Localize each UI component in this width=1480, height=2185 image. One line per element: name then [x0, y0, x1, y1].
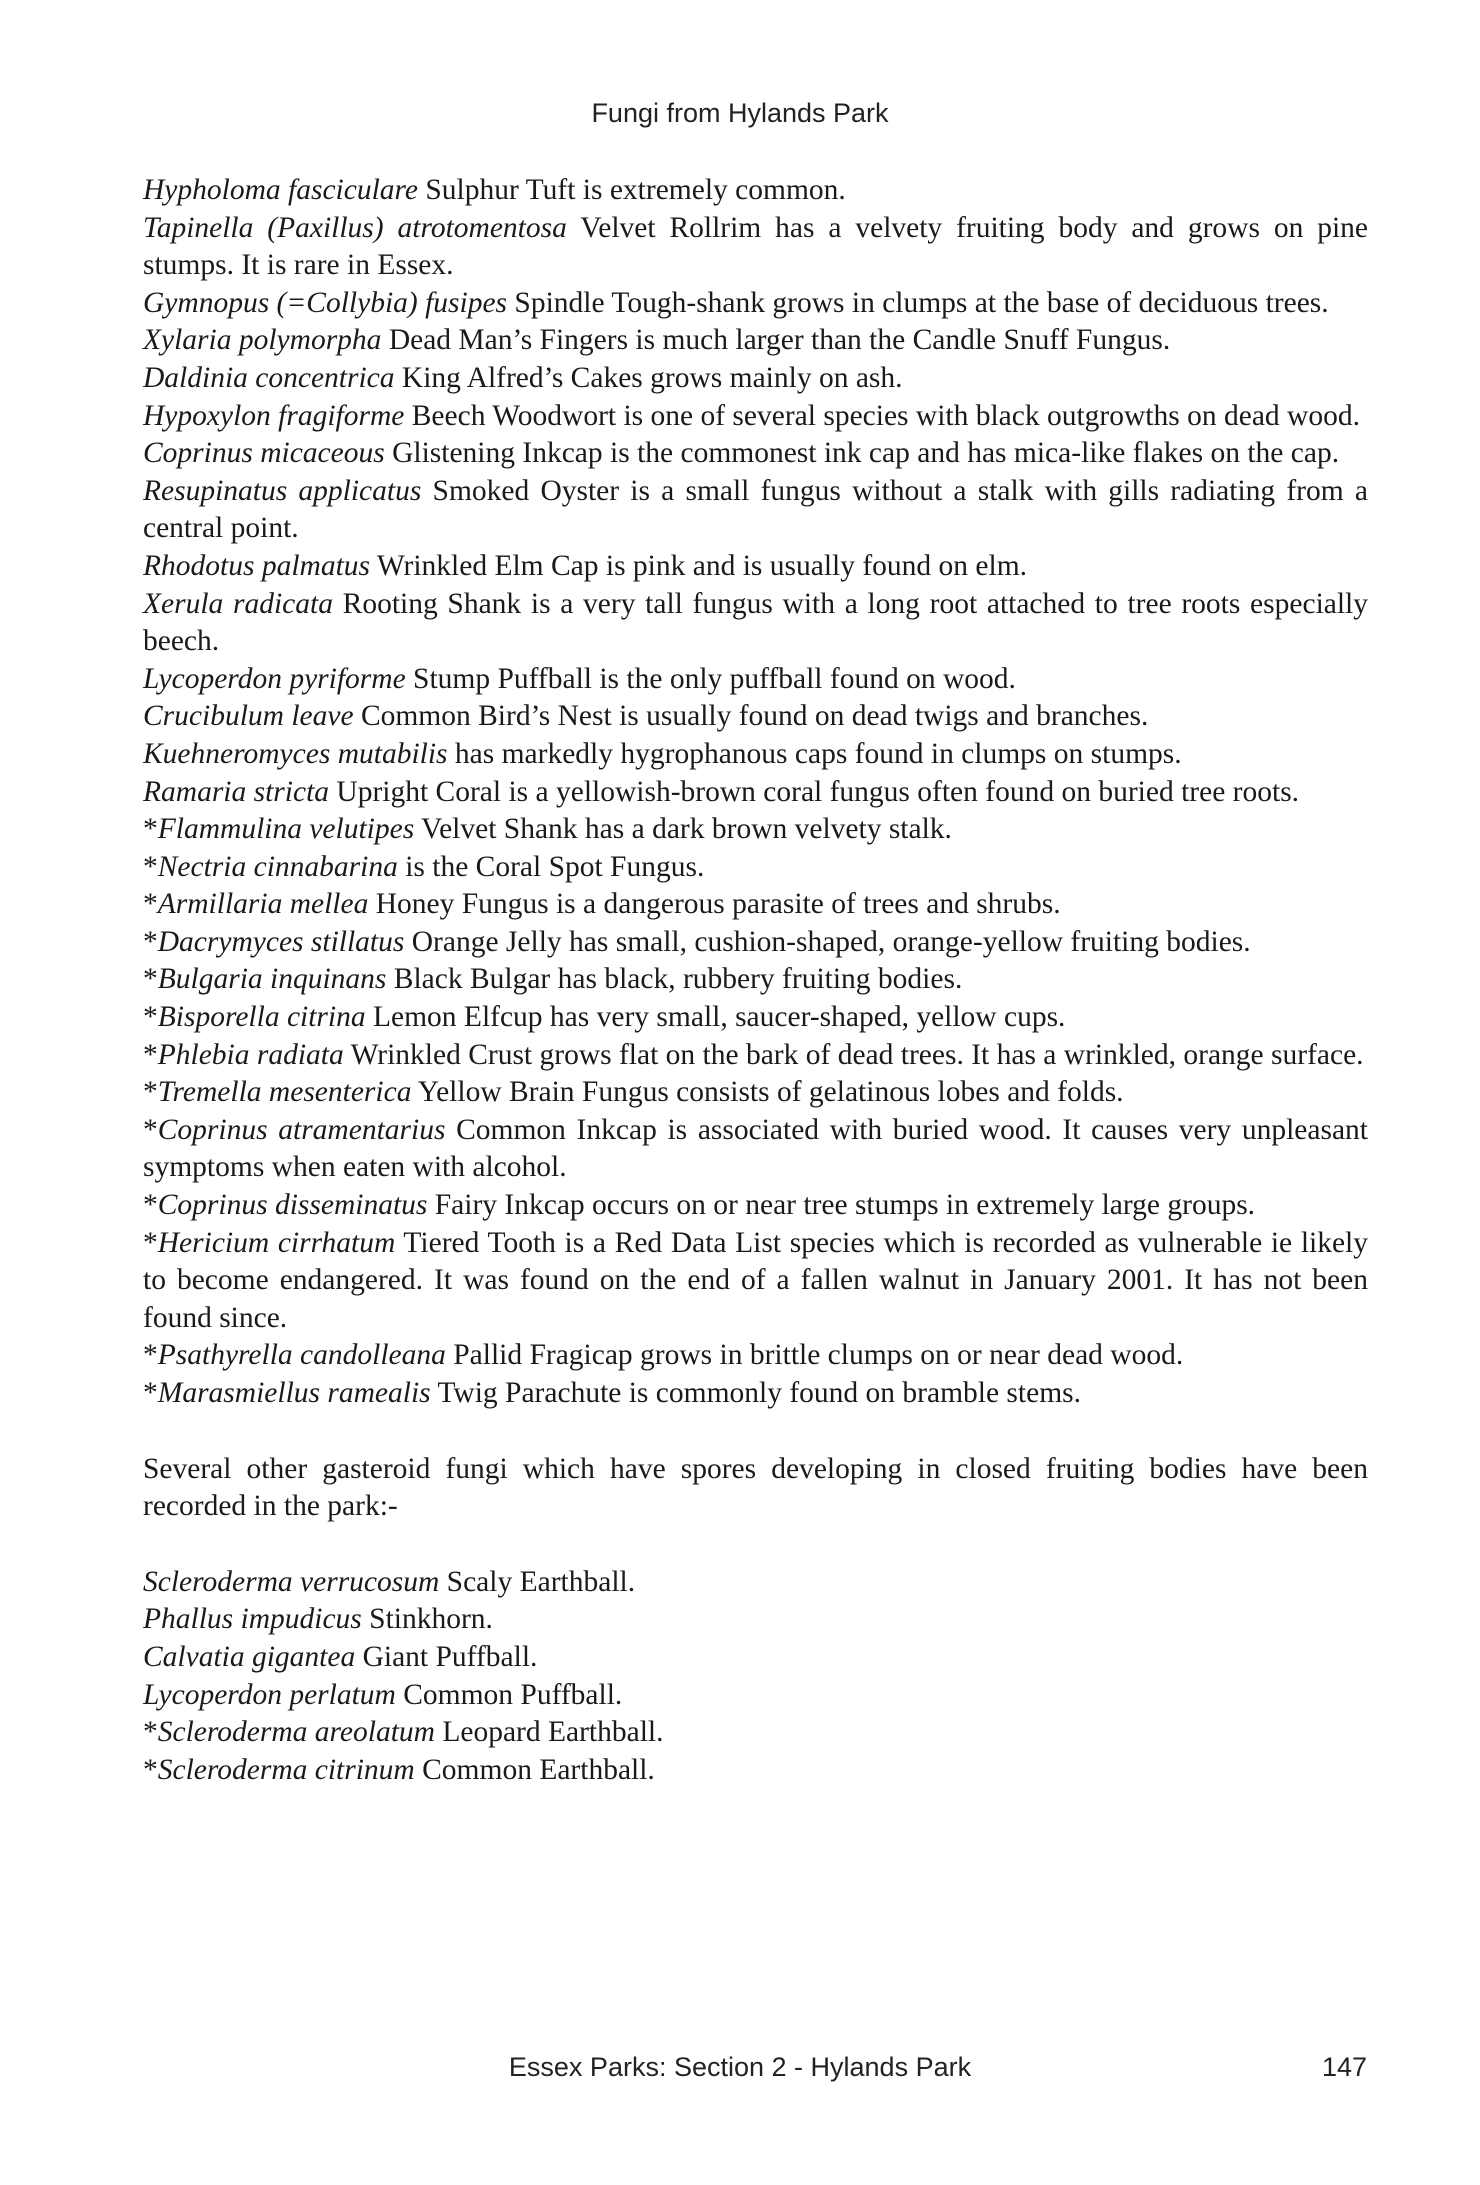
- species-entry: [143, 1639, 1368, 1677]
- species-description: Common Earthball.: [414, 1753, 655, 1786]
- scientific-name: Marasmiellus ramealis: [157, 1377, 431, 1409]
- species-description: Wrinkled Elm Cap is pink and is usually found on elm.: [370, 549, 1028, 582]
- species-entry: [143, 999, 1368, 1037]
- species-entry: [143, 1112, 1368, 1187]
- species-entry: [143, 1337, 1368, 1375]
- entry-marker: *: [143, 925, 158, 958]
- species-entry: [143, 1752, 1368, 1790]
- gasteroid-intro: Several other gasteroid fungi which have spores developing in closed fruiting bodies have been recorded in the park:-: [143, 1452, 1368, 1523]
- species-description: Twig Parachute is commonly found on bramble stems.: [430, 1377, 1082, 1409]
- entry-marker: *: [143, 1716, 158, 1749]
- entry-marker: *: [143, 1753, 158, 1786]
- species-entry: [143, 1375, 1368, 1413]
- species-description: Sulphur Tuft is extremely common.: [418, 174, 846, 206]
- species-description: Stump Puffball is the only puffball found on wood.: [405, 662, 1016, 695]
- species-entry: [143, 1187, 1368, 1225]
- species-description: Tiered Tooth is a Red Data List species which is recorded as vulnerable ie likely to become endangered. It was found on the end of a fallen walnut in January 2001. It has not been found since.: [143, 1226, 1368, 1334]
- scientific-name: Scleroderma areolatum: [157, 1716, 435, 1749]
- species-description: Stinkhorn.: [361, 1603, 493, 1636]
- scientific-name: Resupinatus applicatus: [143, 474, 422, 507]
- scientific-name: Coprinus micaceous: [143, 437, 385, 470]
- scientific-name: Hypholoma fasciculare: [143, 174, 419, 206]
- species-description: Common Puffball.: [395, 1678, 623, 1711]
- species-entry: [143, 1564, 1368, 1602]
- species-description: Pallid Fragicap grows in brittle clumps on or near dead wood.: [445, 1339, 1184, 1372]
- entry-marker: *: [143, 963, 158, 996]
- species-description: Honey Fungus is a dangerous parasite of trees and shrubs.: [368, 888, 1061, 921]
- species-entry: [143, 398, 1368, 436]
- species-description: Wrinkled Crust grows flat on the bark of dead trees. It has a wrinkled, orange surface.: [343, 1038, 1364, 1071]
- species-description: Leopard Earthball.: [434, 1716, 664, 1749]
- species-description: Smoked Oyster is a small fungus without a stalk with gills radiating from a central point.: [143, 474, 1368, 545]
- species-entry: [143, 172, 1368, 210]
- species-description: Glistening Inkcap is the commonest ink cap and has mica-like flakes on the cap.: [384, 437, 1340, 470]
- scientific-name: Tapinella (Paxillus) atrotomentosa: [143, 211, 567, 244]
- entry-marker: *: [143, 1226, 158, 1259]
- scientific-name: Coprinus disseminatus: [157, 1189, 428, 1222]
- species-entry: [143, 736, 1368, 774]
- species-entry: [143, 811, 1368, 849]
- body-text: [143, 172, 1368, 1789]
- scientific-name: Coprinus atramentarius: [157, 1113, 446, 1146]
- species-entry: [143, 1074, 1368, 1112]
- species-description: Upright Coral is a yellowish-brown coral fungus often found on buried tree roots.: [329, 775, 1300, 808]
- running-header: Fungi from Hylands Park: [591, 98, 889, 128]
- species-description: is the Coral Spot Fungus.: [397, 850, 705, 883]
- species-entry: [143, 1677, 1368, 1715]
- entry-marker: *: [143, 888, 158, 921]
- species-entry: [143, 548, 1368, 586]
- species-description: Common Bird’s Nest is usually found on dead twigs and branches.: [353, 700, 1149, 733]
- entry-marker: *: [143, 1377, 158, 1409]
- entry-marker: *: [143, 1339, 158, 1372]
- scientific-name: Armillaria mellea: [157, 888, 369, 921]
- species-entry: [143, 1037, 1368, 1075]
- species-entry: [143, 322, 1368, 360]
- species-entry: [143, 285, 1368, 323]
- species-description: Spindle Tough-shank grows in clumps at the base of deciduous trees.: [507, 286, 1329, 319]
- species-entry: [143, 849, 1368, 887]
- species-entry: [143, 1225, 1368, 1338]
- scientific-name: Daldinia concentrica: [143, 361, 395, 394]
- species-entry: [143, 961, 1368, 999]
- scientific-name: Phlebia radiata: [157, 1038, 344, 1071]
- scientific-name: Crucibulum leave: [143, 700, 354, 733]
- species-description: Velvet Shank has a dark brown velvety stalk.: [414, 813, 952, 846]
- species-entry: [143, 435, 1368, 473]
- scientific-name: Xylaria polymorpha: [143, 324, 382, 357]
- scientific-name: Rhodotus palmatus: [143, 549, 370, 582]
- entry-marker: *: [143, 1001, 158, 1034]
- species-entry: [143, 661, 1368, 699]
- scientific-name: Phallus impudicus: [143, 1603, 362, 1636]
- species-description: Beech Woodwort is one of several species with black outgrowths on dead wood.: [404, 399, 1360, 432]
- species-entry: [143, 924, 1368, 962]
- entry-marker: *: [143, 1113, 158, 1146]
- entry-marker: *: [143, 1189, 158, 1222]
- species-description: King Alfred’s Cakes grows mainly on ash.: [394, 361, 903, 394]
- scientific-name: Nectria cinnabarina: [157, 850, 398, 883]
- species-description: Yellow Brain Fungus consists of gelatinous lobes and folds.: [411, 1076, 1124, 1109]
- scientific-name: Lycoperdon perlatum: [143, 1678, 396, 1711]
- species-entry: [143, 774, 1368, 812]
- gasteroid-list: [143, 1564, 1368, 1790]
- species-description: Dead Man’s Fingers is much larger than the Candle Snuff Fungus.: [381, 324, 1171, 357]
- entry-marker: *: [143, 1038, 158, 1071]
- scientific-name: Dacrymyces stillatus: [157, 925, 405, 958]
- scientific-name: Tremella mesenterica: [157, 1076, 412, 1109]
- species-description: Common Inkcap is associated with buried wood. It causes very unpleasant symptoms when eaten with alcohol.: [143, 1113, 1368, 1184]
- scientific-name: Hypoxylon fragiforme: [143, 399, 405, 432]
- species-description: has markedly hygrophanous caps found in clumps on stumps.: [447, 737, 1182, 770]
- scientific-name: Kuehneromyces mutabilis: [143, 737, 448, 770]
- species-description: Rooting Shank is a very tall fungus with a long root attached to tree roots especially beech.: [143, 587, 1369, 658]
- scientific-name: Psathyrella candolleana: [157, 1339, 446, 1372]
- species-list: [143, 172, 1368, 1413]
- species-description: Giant Puffball.: [355, 1640, 538, 1673]
- species-description: Scaly Earthball.: [439, 1565, 636, 1598]
- page-number: 147: [1321, 2052, 1367, 2082]
- scientific-name: Bulgaria inquinans: [157, 963, 387, 996]
- scientific-name: Lycoperdon pyriforme: [143, 662, 406, 695]
- species-entry: [143, 886, 1368, 924]
- scientific-name: Scleroderma verrucosum: [143, 1565, 440, 1598]
- scientific-name: Calvatia gigantea: [143, 1640, 356, 1673]
- species-entry: [143, 473, 1368, 548]
- species-entry: [143, 1601, 1368, 1639]
- scientific-name: Hericium cirrhatum: [157, 1226, 396, 1259]
- entry-marker: *: [143, 850, 158, 883]
- scientific-name: Xerula radicata: [143, 587, 333, 620]
- scientific-name: Bisporella citrina: [157, 1001, 366, 1034]
- species-entry: [143, 586, 1368, 661]
- species-description: Fairy Inkcap occurs on or near tree stumps in extremely large groups.: [427, 1189, 1256, 1222]
- species-entry: [143, 698, 1368, 736]
- scientific-name: Scleroderma citrinum: [157, 1753, 415, 1786]
- species-entry: [143, 360, 1368, 398]
- species-entry: [143, 210, 1368, 285]
- scientific-name: Ramaria stricta: [143, 775, 330, 808]
- scientific-name: Flammulina velutipes: [157, 813, 415, 846]
- species-description: Lemon Elfcup has very small, saucer-shaped, yellow cups.: [365, 1001, 1066, 1034]
- species-entry: [143, 1714, 1368, 1752]
- entry-marker: *: [143, 813, 158, 846]
- species-description: Velvet Rollrim has a velvety fruiting body and grows on pine stumps. It is rare in Essex.: [143, 211, 1369, 282]
- entry-marker: *: [143, 1076, 158, 1109]
- species-description: Orange Jelly has small, cushion-shaped, orange-yellow fruiting bodies.: [404, 925, 1251, 958]
- scientific-name: Gymnopus (=Collybia) fusipes: [143, 286, 508, 319]
- species-description: Black Bulgar has black, rubbery fruiting bodies.: [386, 963, 963, 996]
- footer-title: Essex Parks: Section 2 - Hylands Park: [508, 2052, 972, 2082]
